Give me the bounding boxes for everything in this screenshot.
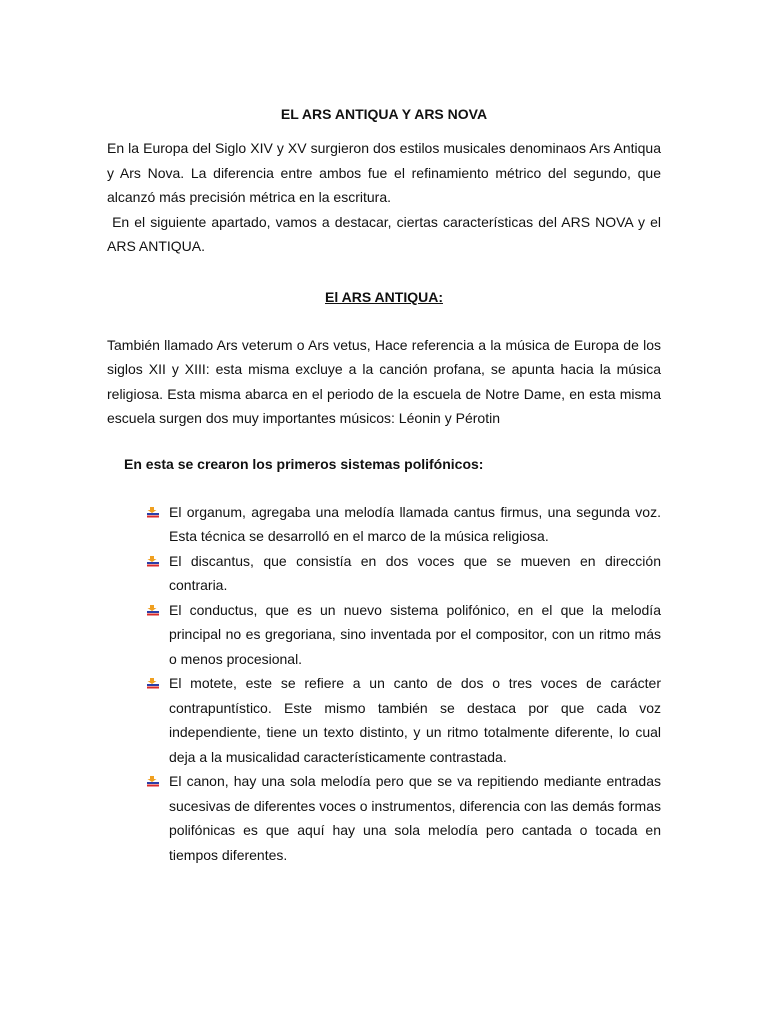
list-item-text: El discantus, que consistía en dos voces que se mueven en dirección contraria. <box>169 552 661 593</box>
colored-arrow-bullet-icon <box>147 555 159 567</box>
list-item <box>107 769 661 867</box>
list-item-text: El canon, hay una sola melodía pero que se va repitiendo mediante entradas sucesivas de diferentes voces o instrumentos, diferencia con las demás formas polifónicas es que aquí hay una sola melodía pero cantada o tocada en tiempos diferentes. <box>169 773 661 863</box>
list-item <box>107 500 661 549</box>
list-item <box>107 671 661 769</box>
intro-paragraph-1: En la Europa del Siglo XIV y XV surgieron dos estilos musicales denominaos Ars Antiqua y Ars Nova. La diferencia entre ambos fue el refinamiento métrico del segundo, que alcanzó más precisión métrica en la escritura. <box>107 140 661 205</box>
document-body <box>107 104 665 867</box>
list-heading: En esta se crearon los primeros sistemas polifónicos: <box>124 455 484 472</box>
document-title: EL ARS ANTIQUA Y ARS NOVA <box>280 106 488 122</box>
intro-paragraph-2: En el siguiente apartado, vamos a destacar, ciertas características del ARS NOVA y el ARS ANTIQUA. <box>107 213 665 254</box>
colored-arrow-bullet-icon <box>147 677 159 689</box>
colored-arrow-bullet-icon <box>147 775 159 787</box>
list-item-text: El conductus, que es un nuevo sistema polifónico, en el que la melodía principal no es gregoriana, sino inventada por el compositor, con un ritmo más o menos procesional. <box>169 601 661 667</box>
list-item <box>107 598 661 672</box>
colored-arrow-bullet-icon <box>147 604 159 616</box>
section-title: El ARS ANTIQUA: <box>325 288 443 305</box>
section-paragraph: También llamado Ars veterum o Ars vetus, Hace referencia a la música de Europa de los siglos XII y XIII: esta misma excluye a la canción profana, se apunta hacia la música religiosa. Esta misma abarca en el periodo de la escuela de Notre Dame, en esta misma escuela surgen dos muy importantes músicos: Léonin y Pérotin <box>107 336 661 426</box>
list-item <box>107 549 661 598</box>
polyphonic-systems-list <box>107 500 661 868</box>
colored-arrow-bullet-icon <box>147 506 159 518</box>
list-item-text: El motete, este se refiere a un canto de dos o tres voces de carácter contrapuntístico. Este mismo también se destaca por que cada voz independiente, tiene un texto distinto, y un ritmo totalmente diferente, lo cual deja a la musicalidad característicamente contrastada. <box>169 675 661 765</box>
list-item-text: El organum, agregaba una melodía llamada cantus firmus, una segunda voz. Esta técnica se desarrolló en el marco de la música religiosa. <box>169 503 661 544</box>
